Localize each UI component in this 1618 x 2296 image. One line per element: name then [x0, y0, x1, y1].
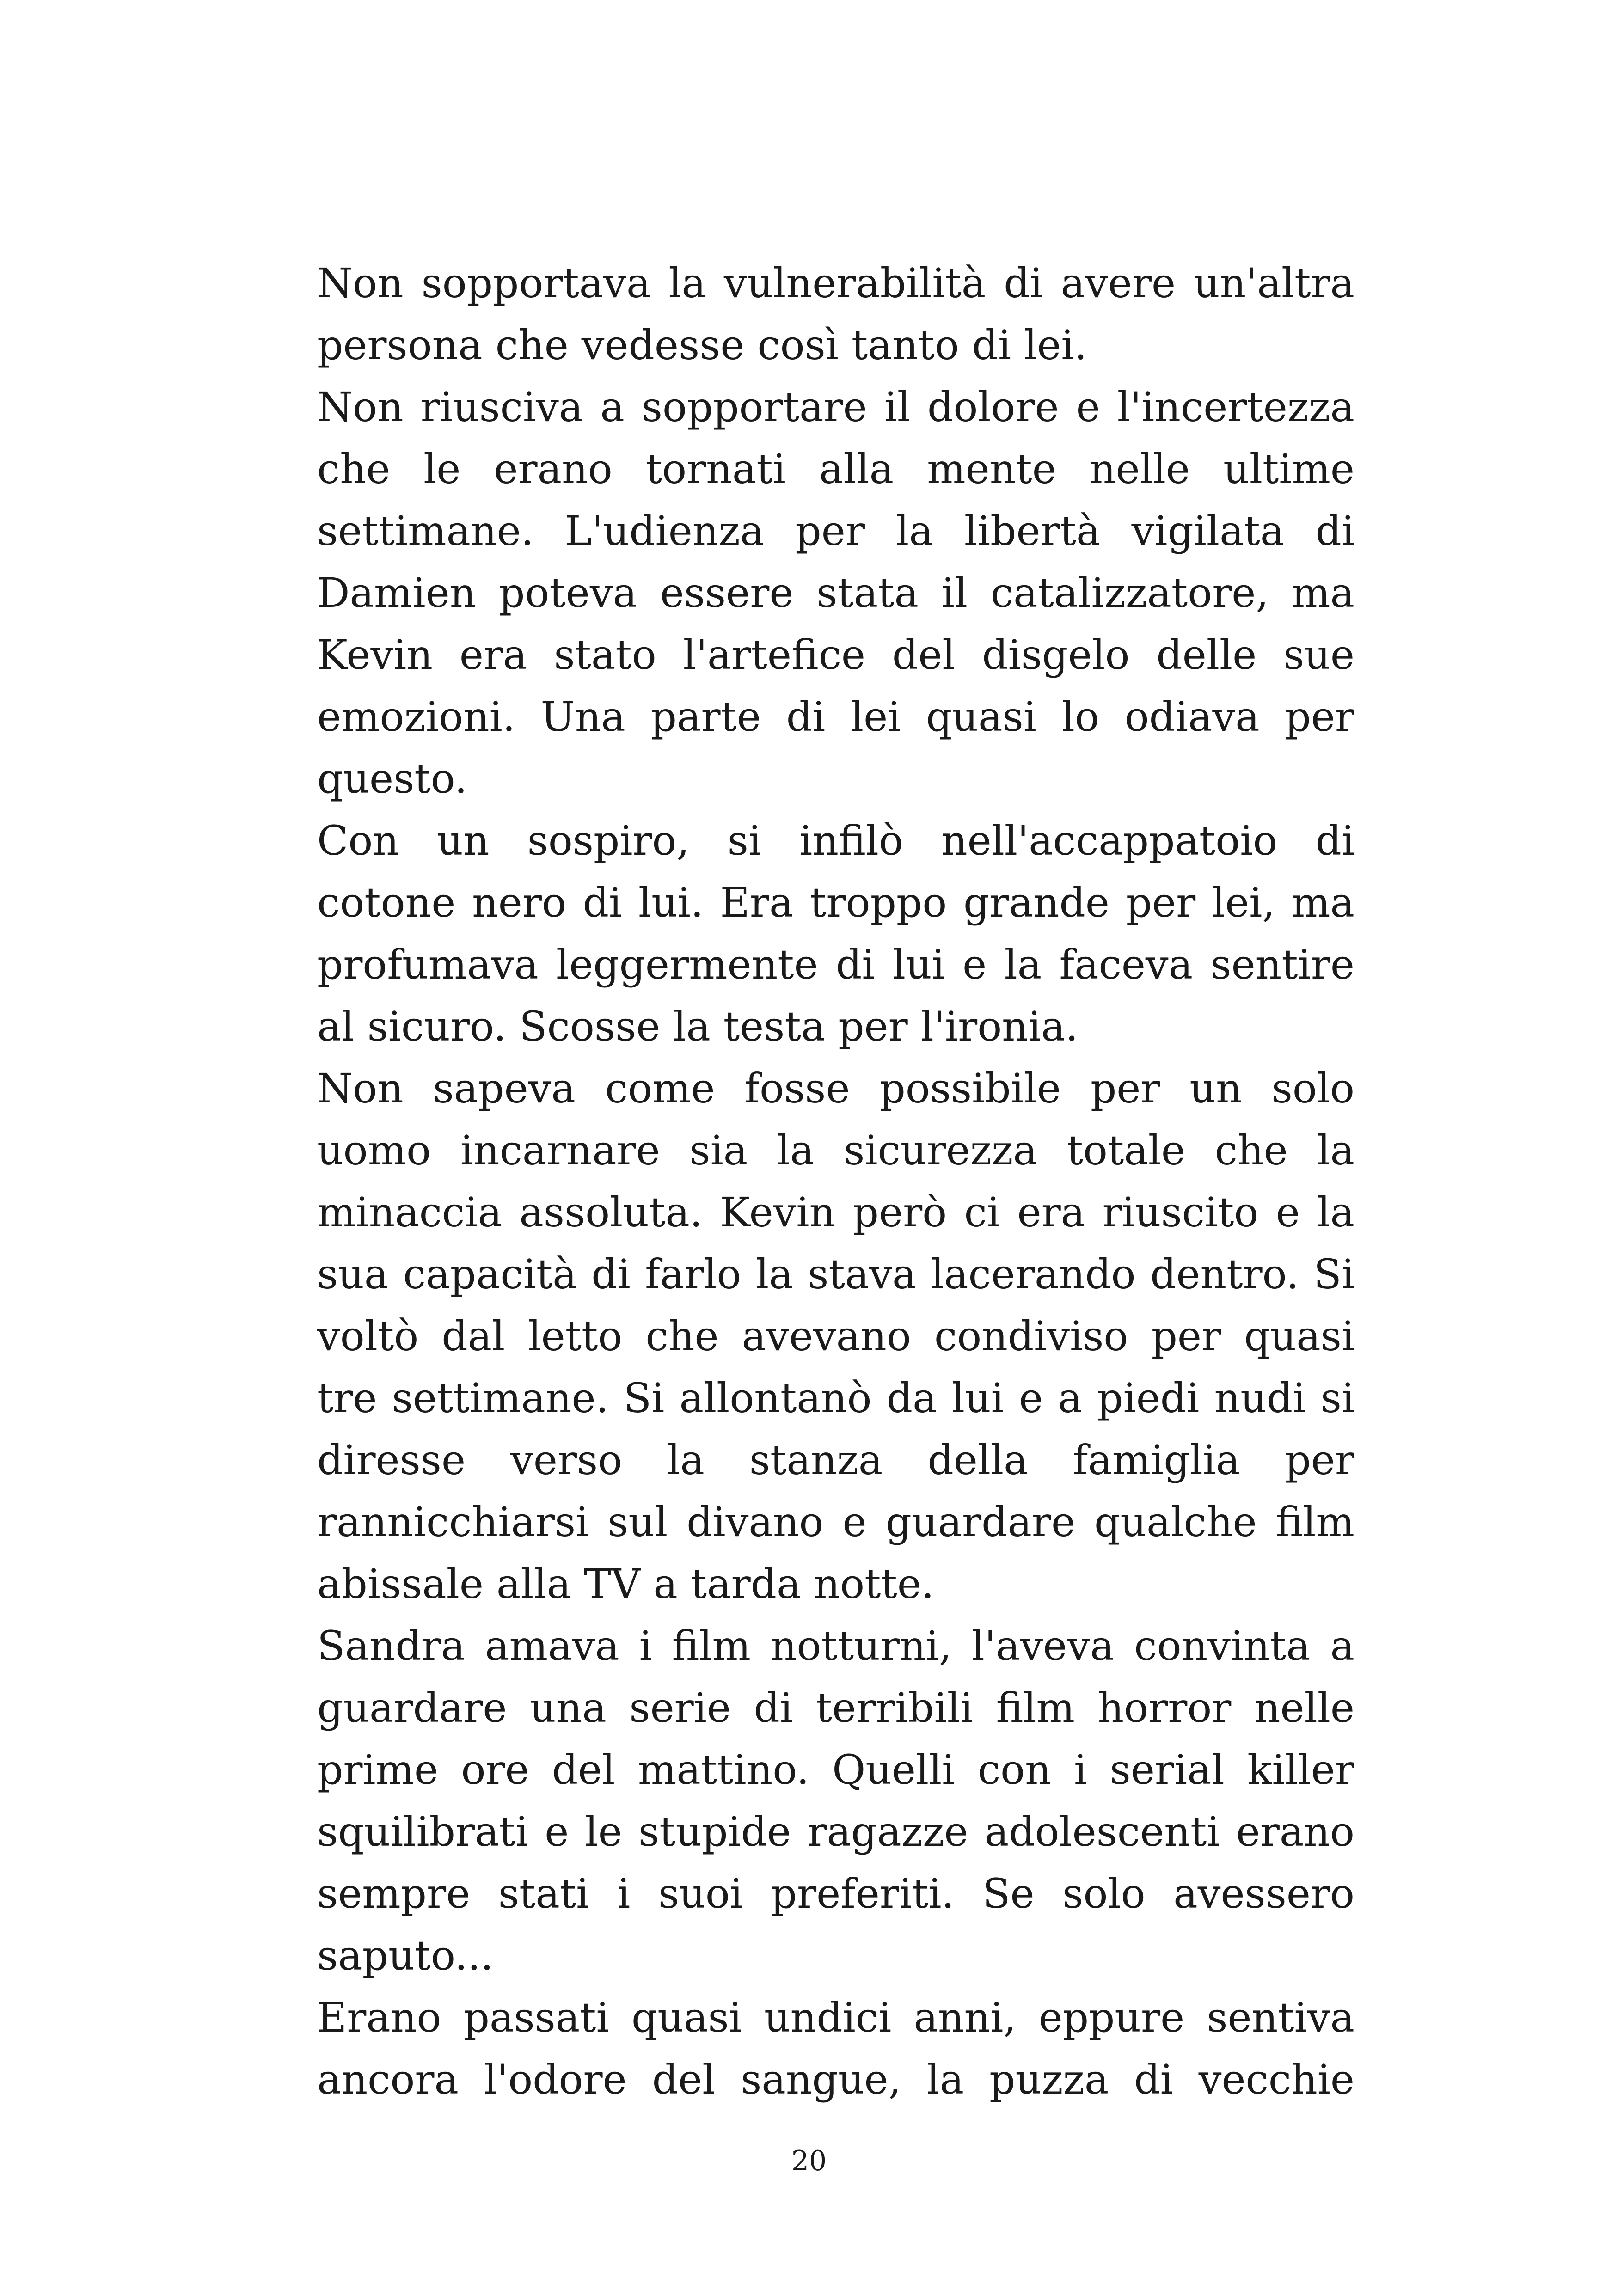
paragraph-6: Erano passati quasi undici anni, eppure sentiva ancora l'odore del sangue, la puzza di vecchie — [317, 1994, 1354, 2103]
paragraph-4: Non sapeva come fosse possibile per un solo uomo incarnare sia la sicurezza totale che la minaccia assoluta. Kevin però ci era riuscito e la sua capacità di farlo la stava lacerando dentro. Si voltò dal letto che avevano condiviso per quasi tre settimane. Si allontanò da lui e a piedi nudi si diresse verso la stanza della famiglia per rannicchiarsi sul divano e guardare qualche film abissale alla TV a tarda notte. — [317, 1065, 1354, 1608]
paragraph-1: Non sopportava la vulnerabilità di avere un'altra persona che vedesse così tanto di lei. — [317, 259, 1354, 369]
body-text — [317, 252, 1354, 2111]
page-number: 20 — [791, 2145, 827, 2177]
paragraph-3: Con un sospiro, si infilò nell'accappatoio di cotone nero di lui. Era troppo grande per lei, ma profumava leggermente di lui e la faceva sentire al sicuro. Scosse la testa per l'ironia. — [317, 817, 1354, 1050]
paragraph-2: Non riusciva a sopportare il dolore e l'incertezza che le erano tornati alla mente nelle ultime settimane. L'udienza per la libertà vigilata di Damien poteva essere stata il catalizzatore, ma Kevin era stato l'artefice del disgelo delle sue emozioni. Una parte di lei quasi lo odiava per questo. — [317, 383, 1354, 802]
paragraph-5: Sandra amava i film notturni, l'aveva convinta a guardare una serie di terribili film horror nelle prime ore del mattino. Quelli con i serial killer squilibrati e le stupide ragazze adolescenti erano sempre stati i suoi preferiti. Se solo avessero saputo... — [317, 1622, 1354, 1979]
